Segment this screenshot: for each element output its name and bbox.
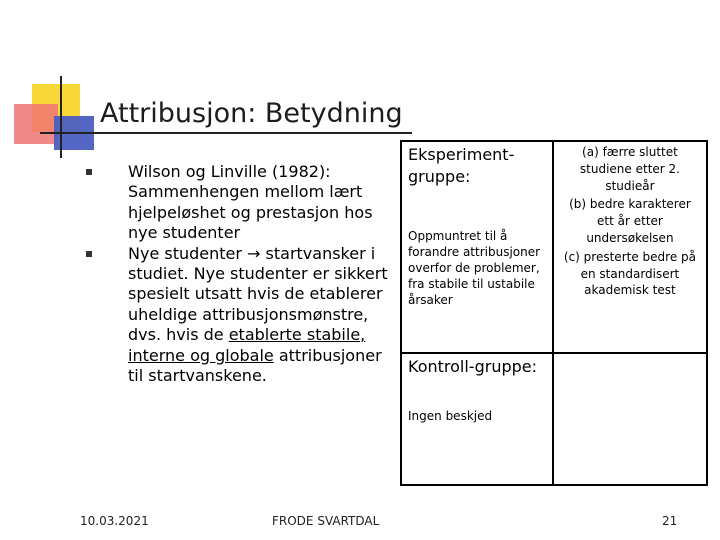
results-table bbox=[400, 140, 708, 486]
control-group-heading: Kontroll-gruppe: bbox=[408, 357, 537, 376]
bullet-text-2-underlined: etablerte stabile, interne og globale bbox=[128, 325, 366, 365]
decor-red-square bbox=[14, 104, 58, 144]
control-group-description: Ingen beskjed bbox=[408, 409, 493, 423]
bullet-text-2b: attribusjoner til startvanskene. bbox=[128, 345, 382, 386]
slide-number: 21 bbox=[662, 514, 678, 528]
bullet-square-icon bbox=[86, 251, 92, 257]
experimental-group-description: Oppmuntret til å forandre attribusjoner overfor de problemer, fra stabile til ustabile årsaker bbox=[408, 229, 541, 307]
bullet-item-1 bbox=[84, 162, 394, 244]
experimental-group-heading: Eksperiment-gruppe: bbox=[408, 145, 515, 186]
title-underline bbox=[40, 132, 412, 134]
control-group-cell bbox=[401, 353, 553, 485]
bullet-list bbox=[84, 162, 394, 386]
bullet-square-icon bbox=[86, 169, 92, 175]
bullet-text-1: Wilson og Linville (1982): Sammenhengen mellom lært hjelpeløshet og prestasjon hos nye studenter bbox=[128, 162, 373, 243]
bullet-item-2 bbox=[84, 244, 394, 387]
empty-cell bbox=[553, 353, 707, 485]
footer-date: 10.03.2021 bbox=[80, 514, 149, 528]
experimental-group-cell bbox=[401, 141, 553, 353]
result-b: (b) bedre karakterer ett år etter undersøkelsen bbox=[569, 197, 691, 245]
footer-author: FRODE SVARTDAL bbox=[272, 514, 380, 528]
result-c: (c) presterte bedre på en standardisert akademisk test bbox=[563, 249, 696, 298]
decor-vertical-line bbox=[60, 76, 62, 158]
bullet-text-2a: Nye studenter → startvansker i studiet. Nye studenter er sikkert spesielt utsatt hvis de etablerer uheldige attribusjonsmønstre, dvs. hvis de bbox=[128, 243, 388, 345]
results-cell bbox=[553, 141, 707, 353]
slide-title: Attribusjon: Betydning bbox=[100, 98, 403, 129]
result-a: (a) færre sluttet studiene etter 2. studieår bbox=[579, 145, 680, 193]
